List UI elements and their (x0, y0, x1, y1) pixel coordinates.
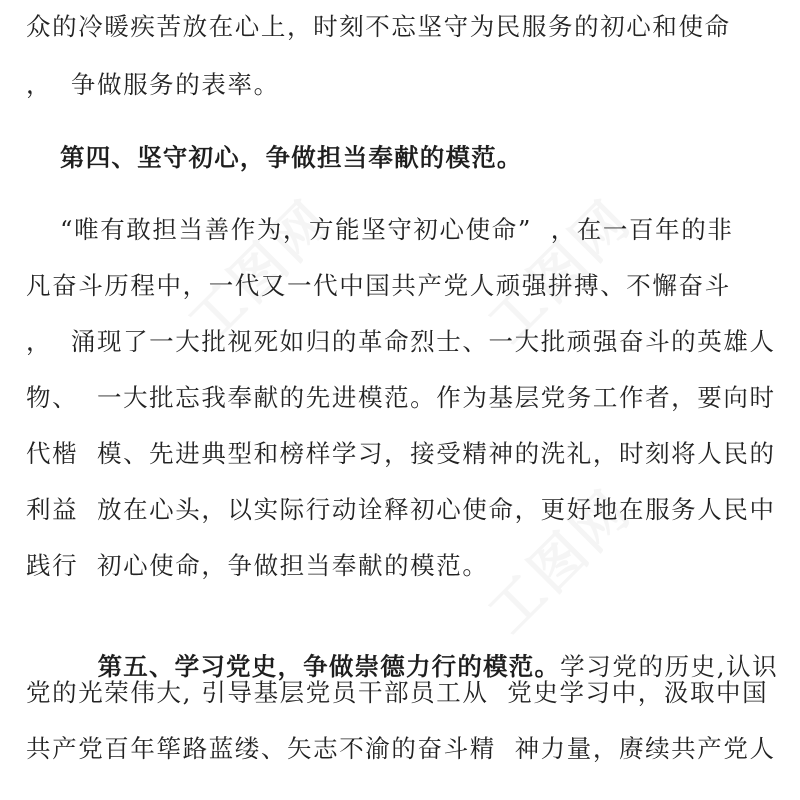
section-heading-inline: 第五、学习党史，争做崇德力行的模范。 (97, 652, 561, 681)
body-line: 利益 放在心头，以实际行动诠释初心使命，更好地在服务人民中 (26, 495, 776, 524)
watermark: 工图网 (476, 187, 644, 356)
body-line: 共产党百年筚路蓝缕、矢志不渝的奋斗精 神力量，赓续共产党人 (26, 734, 776, 763)
body-line: ， 涌现了一大批视死如归的革命烈士、一大批顽强奋斗的英雄人 (26, 327, 776, 356)
watermark: 工图网 (176, 187, 344, 356)
body-line: ， 争做服务的表率。 (26, 70, 280, 99)
body-line: “唯有敢担当善作为，方能坚守初心使命” ，在一百年的非 (60, 215, 734, 244)
body-text-inline: 学习党的历史,认识 (560, 652, 779, 681)
body-line: 凡奋斗历程中，一代又一代中国共产党人顽强拼搏、不懈奋斗 (26, 271, 731, 300)
watermark: 工图网 (476, 477, 644, 646)
body-line: 物、 一大批忘我奉献的先进模范。作为基层党务工作者，要向时 (26, 383, 776, 412)
body-line: 党的光荣伟大, 引导基层党员干部员工从 党史学习中，汲取中国 (26, 678, 769, 707)
body-line: 众的冷暖疾苦放在心上，时刻不忘坚守为民服务的初心和使命 (26, 12, 731, 41)
section-heading: 第四、坚守初心，争做担当奉献的模范。 (60, 143, 523, 172)
body-line: 代楷 模、先进典型和榜样学习，接受精神的洗礼，时刻将人民的 (26, 439, 776, 468)
body-line: 践行 初心使命，争做担当奉献的模范。 (26, 551, 489, 580)
